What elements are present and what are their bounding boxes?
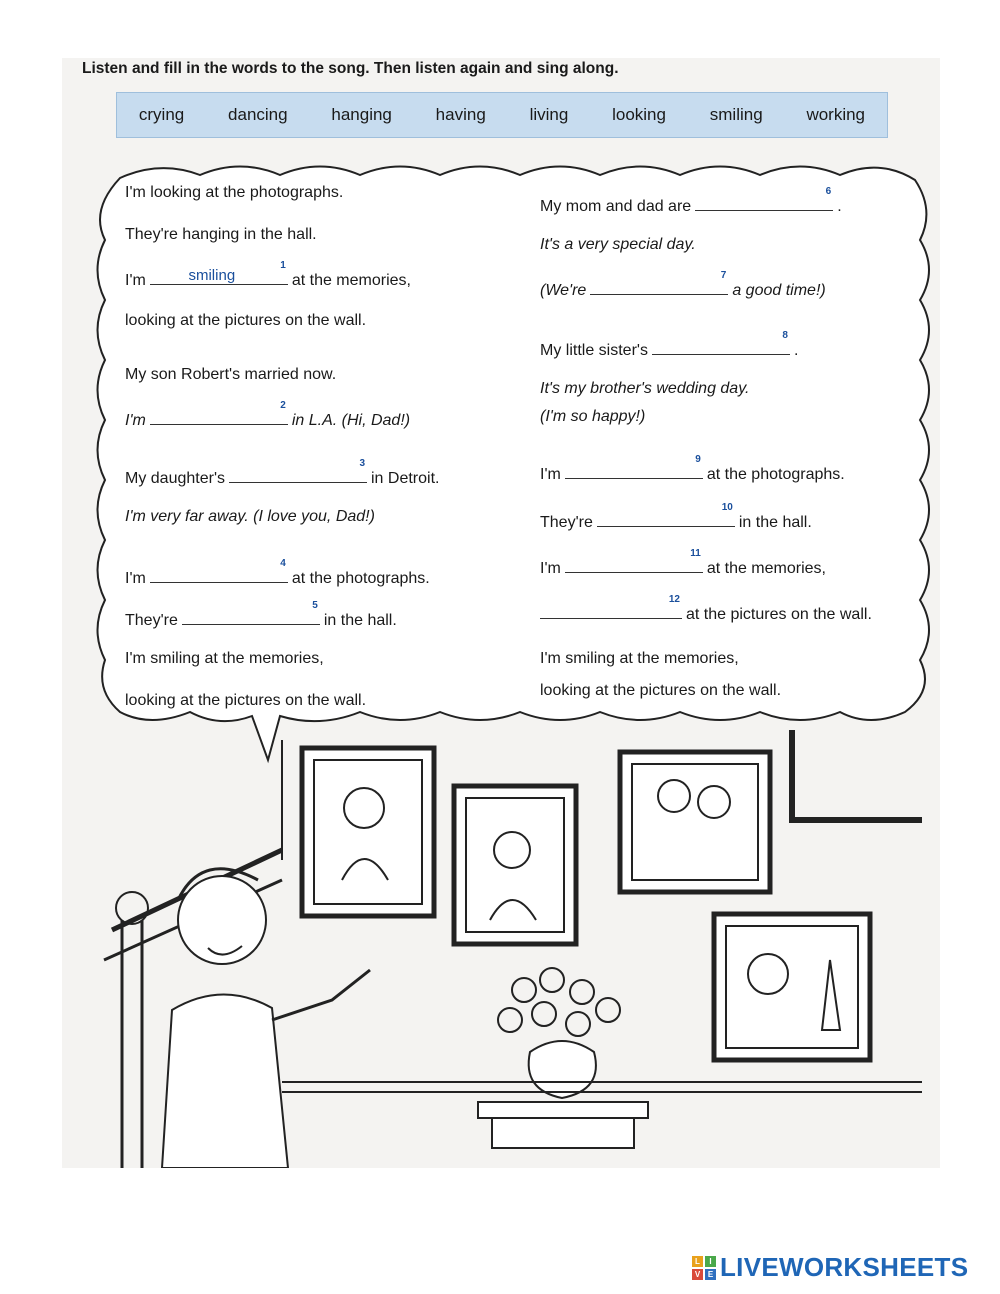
lyric-line: (I'm so happy!) [540, 408, 646, 425]
lyric-text: I'm [540, 560, 561, 577]
lyric-line: looking at the pictures on the wall. [125, 692, 367, 709]
logo-text: LIVEWORKSHEETS [720, 1252, 969, 1282]
lyric-text: in the hall. [738, 514, 812, 531]
lyric-text: . [837, 198, 842, 215]
logo-mark-cell: E [705, 1269, 716, 1280]
lyric-line-with-blank [125, 260, 411, 290]
lyric-text: . [793, 342, 799, 359]
lyric-text: (We're [540, 282, 587, 299]
blank-number: 3 [359, 458, 365, 469]
answer-blank-9[interactable] [565, 454, 703, 479]
photo-frame-son [302, 748, 434, 916]
word-bank-item: smiling [709, 105, 763, 124]
lyric-text: in L.A. (Hi, Dad!) [291, 412, 411, 429]
lyric-text: I'm [125, 570, 146, 587]
lyric-text: a good time!) [732, 282, 826, 299]
lyric-text: I'm [125, 412, 146, 429]
word-bank-item: hanging [331, 105, 392, 124]
word-bank-item: working [806, 105, 866, 124]
word-bank-item: looking [612, 105, 666, 124]
lyric-line: My son Robert's married now. [125, 366, 337, 383]
lyric-text: My daughter's [125, 470, 225, 487]
lyric-line: looking at the pictures on the wall. [125, 312, 367, 329]
lyric-line-with-blank [540, 548, 826, 578]
answer-blank-12[interactable] [540, 594, 682, 619]
lyric-line-with-blank [125, 600, 397, 630]
blank-number: 2 [280, 400, 286, 411]
lyric-line: They're hanging in the hall. [125, 226, 317, 243]
lyric-line: I'm looking at the photographs. [125, 184, 344, 201]
lyric-line-with-blank [125, 400, 411, 430]
lyric-line-with-blank [125, 458, 440, 488]
word-bank-item: crying [138, 105, 185, 124]
answer-blank-11[interactable] [565, 548, 703, 573]
hallway-illustration [92, 730, 922, 1168]
logo-mark-cell: I [705, 1256, 716, 1267]
word-bank-item: living [529, 105, 569, 124]
liveworksheets-logo [692, 1252, 968, 1283]
answer-blank-1[interactable] [150, 260, 288, 285]
logo-mark-icon [692, 1256, 716, 1280]
lyric-text: in the hall. [323, 612, 397, 629]
lyric-line: It's a very special day. [540, 236, 696, 253]
lyric-text: in Detroit. [371, 470, 440, 487]
answer-blank-3[interactable] [229, 458, 367, 483]
lyric-line: looking at the pictures on the wall. [540, 682, 782, 699]
lyric-line-with-blank [540, 330, 799, 360]
photo-frame-wedding [714, 914, 870, 1060]
blank-number: 9 [695, 454, 701, 465]
answer-blank-7[interactable] [590, 270, 728, 295]
blank-number: 8 [782, 330, 788, 341]
lyric-text: at the memories, [706, 560, 826, 577]
lyric-text: at the memories, [291, 272, 411, 289]
word-bank-item: having [435, 105, 486, 124]
lyric-text: They're [540, 514, 593, 531]
lyric-line-with-blank [540, 186, 842, 216]
lyric-text: I'm [540, 466, 561, 483]
lyric-text: My mom and dad are [540, 198, 692, 215]
blank-number: 7 [720, 270, 727, 281]
blank-number: 1 [280, 260, 286, 271]
answer-blank-4[interactable] [150, 558, 288, 583]
answer-text: smiling [188, 267, 236, 284]
lyric-line: I'm smiling at the memories, [540, 650, 739, 667]
flower-vase [498, 968, 620, 1098]
lyric-line: I'm smiling at the memories, [125, 650, 324, 667]
blank-number: 10 [721, 502, 733, 513]
lyric-line-with-blank [540, 502, 812, 532]
lyric-line: I'm very far away. (I love you, Dad!) [125, 508, 375, 525]
lyric-line-with-blank [540, 270, 826, 300]
instruction-text: Listen and fill in the words to the song. Then listen again and sing along. [82, 60, 619, 77]
blank-number: 6 [825, 186, 832, 197]
logo-mark-cell: L [692, 1256, 703, 1267]
lyric-text: at the photographs. [706, 466, 845, 483]
blank-number: 4 [280, 558, 286, 569]
blank-number: 12 [668, 594, 680, 605]
answer-blank-10[interactable] [597, 502, 735, 527]
logo-mark-cell: V [692, 1269, 703, 1280]
photo-frame-parents-dancing [620, 752, 770, 892]
answer-blank-8[interactable] [652, 330, 790, 355]
photo-frame-daughter [454, 786, 576, 944]
hall-table [478, 1102, 648, 1148]
lyric-text: They're [125, 612, 178, 629]
answer-blank-5[interactable] [182, 600, 320, 625]
lyric-line-with-blank [125, 558, 430, 588]
answer-blank-2[interactable] [150, 400, 288, 425]
lyric-text: I'm [125, 272, 146, 289]
lyric-line-with-blank [540, 454, 845, 484]
word-bank-item: dancing [228, 105, 288, 124]
lyric-text: at the photographs. [291, 570, 430, 587]
lyric-text: at the pictures on the wall. [686, 606, 872, 623]
lyric-line-with-blank [536, 594, 872, 624]
blank-number: 11 [690, 548, 701, 559]
lyric-text: My little sister's [540, 342, 648, 359]
lyric-line: It's my brother's wedding day. [540, 380, 750, 397]
blank-number: 5 [312, 600, 318, 611]
answer-blank-6[interactable] [695, 186, 833, 211]
